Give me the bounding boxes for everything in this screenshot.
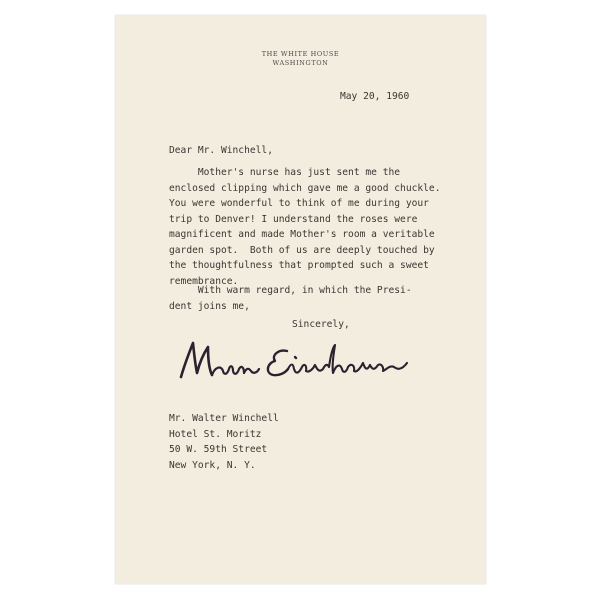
address-line-3: 50 W. 59th Street	[169, 444, 268, 455]
letterhead-line-2: WASHINGTON	[272, 59, 329, 67]
address-line-1: Mr. Walter Winchell	[169, 413, 279, 424]
body-line-2: enclosed clipping which gave me a good chuckle.	[169, 182, 441, 194]
letter-page	[115, 15, 486, 584]
body-line-10: With warm regard, in which the Presi-	[169, 285, 412, 296]
salutation: Dear Mr. Winchell,	[169, 145, 273, 156]
body-line-8: remembrance.	[169, 275, 239, 287]
body-line-7: the thoughtfulness that prompted such a sweet	[169, 260, 429, 271]
letter-date: May 20, 1960	[340, 91, 410, 102]
body-line-11: dent joins me,	[169, 300, 250, 312]
signature-image	[175, 333, 435, 391]
closing: Sincerely,	[292, 319, 350, 330]
letterhead-line-1: THE WHITE HOUSE	[261, 50, 340, 58]
body-line-5: magnificent and made Mother's room a veritable	[169, 229, 435, 240]
letterhead	[115, 50, 486, 68]
address-line-2: Hotel St. Moritz	[169, 428, 262, 440]
body-line-1: Mother's nurse has just sent me the	[169, 167, 401, 178]
body-line-4: trip to Denver! I understand the roses were	[169, 213, 418, 225]
body-line-6: garden spot. Both of us are deeply touched by	[169, 244, 435, 256]
body-line-3: You were wonderful to think of me during your	[169, 198, 429, 209]
address-line-4: New York, N. Y.	[169, 459, 256, 471]
